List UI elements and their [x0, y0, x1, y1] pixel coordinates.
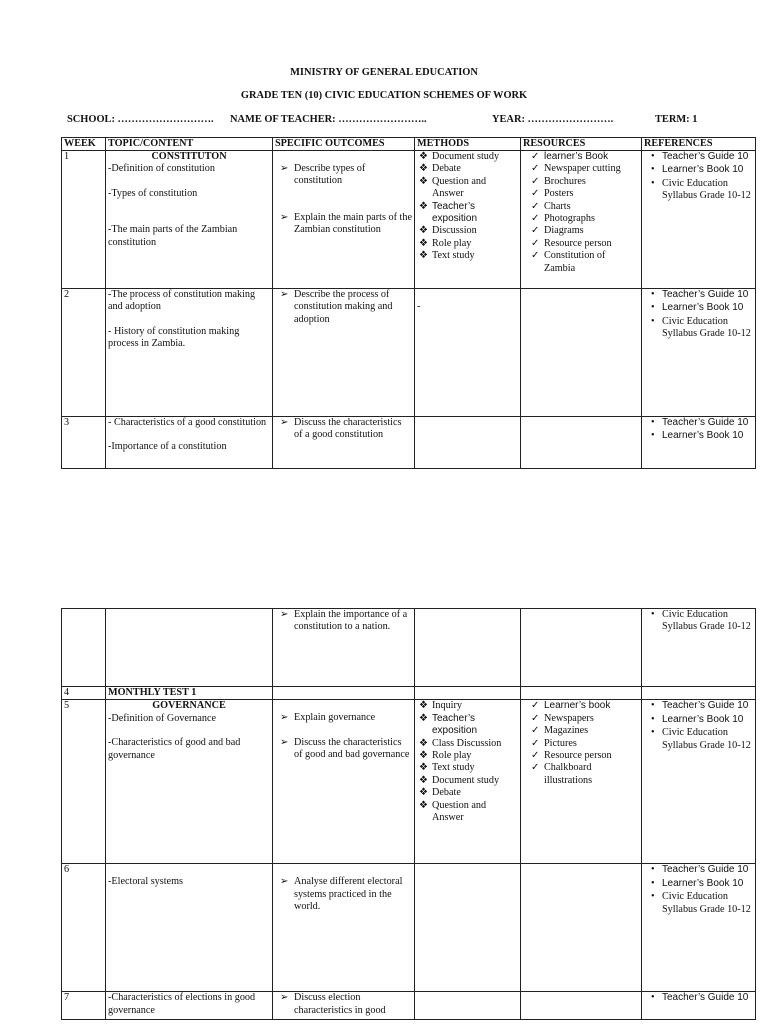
column-header: SPECIFIC OUTCOMES [273, 138, 415, 151]
topic-item: -Characteristics of good and bad governance [108, 737, 241, 761]
column-header: TOPIC/CONTENT [106, 138, 273, 151]
check-icon: ✓ [531, 163, 540, 175]
outcomes-cell [273, 609, 415, 687]
reference-item: • Learner’s Book 10 [651, 430, 744, 442]
topic-item: -Importance of a constitution [108, 441, 227, 453]
method-item: ❖ Role play [419, 750, 472, 762]
diamond-bullet-icon: ❖ [419, 762, 429, 774]
method-item: ❖ Discussion [419, 225, 477, 237]
diamond-bullet-icon: ❖ [419, 774, 429, 786]
resource-item: ✓ Photographs [531, 213, 595, 225]
topic-item: -The main parts of the Zambian constitution [108, 224, 238, 248]
reference-item: • Learner’s Book 10 [651, 877, 744, 889]
reference-item: • Civic Education Syllabus Grade 10-12 [651, 315, 751, 340]
topic-item: -Definition of Governance [108, 712, 217, 724]
method-item: ❖ Document study [419, 774, 500, 786]
outcome-item: ➢ Describe the process of constitution making and adoption [280, 289, 393, 325]
resource-item: ✓ Constitution of Zambia [531, 250, 606, 274]
references-cell [642, 289, 756, 417]
resource-item: ✓ Posters [531, 188, 574, 200]
outcome-item: ➢ Explain governance [280, 712, 376, 724]
resource-item: ✓ Pictures [531, 737, 577, 749]
outcomes-cell [273, 864, 415, 992]
week-number: 3 [62, 417, 106, 469]
resource-item: ✓ Diagrams [531, 225, 584, 237]
reference-item: • Teacher’s Guide 10 [651, 700, 749, 712]
outcome-item: ➢ Explain the importance of a constitution to a nation. [280, 609, 408, 633]
check-icon: ✓ [531, 700, 540, 712]
resource-item: ✓ Brochures [531, 175, 586, 187]
term-field: TERM: 1 [655, 114, 698, 125]
topic-cell [106, 289, 273, 417]
diamond-bullet-icon: ❖ [419, 175, 429, 187]
topic-item: -Types of constitution [108, 187, 198, 199]
arrow-bullet-icon: ➢ [280, 609, 289, 620]
diamond-bullet-icon: ❖ [419, 799, 429, 811]
reference-item: • Learner’s Book 10 [651, 713, 744, 725]
method-item: ❖ Debate [419, 163, 461, 175]
reference-item: • Teacher’s Guide 10 [651, 289, 749, 300]
methods-text: - [417, 301, 421, 312]
dot-bullet-icon: • [651, 713, 655, 725]
references-cell [642, 417, 756, 469]
check-icon: ✓ [531, 762, 540, 774]
arrow-bullet-icon: ➢ [280, 289, 289, 300]
dot-bullet-icon: • [651, 609, 655, 620]
dot-bullet-icon: • [651, 164, 655, 176]
reference-item: • Teacher’s Guide 10 [651, 151, 749, 162]
methods-cell [415, 417, 521, 469]
diamond-bullet-icon: ❖ [419, 163, 429, 175]
method-item: ❖ Question and Answer [419, 799, 487, 824]
dot-bullet-icon: • [651, 891, 655, 903]
outcome-item: ➢ Analyse different electoral systems practiced in the world. [280, 876, 403, 913]
resource-item: ✓ Charts [531, 200, 571, 212]
check-icon: ✓ [531, 175, 540, 187]
week-number: 6 [62, 864, 106, 992]
outcomes-cell [273, 417, 415, 469]
resources-cell [521, 289, 642, 417]
resource-item: ✓ Chalkboard illustrations [531, 762, 593, 786]
outcome-item: ➢ Discuss the characteristics of good and bad governance [280, 736, 410, 761]
year-field: YEAR: ……………………. [492, 114, 614, 125]
topic-heading: CONSTITUTON [151, 151, 227, 162]
check-icon: ✓ [531, 237, 540, 249]
method-item: ❖ Class Discussion [419, 737, 502, 749]
reference-item: • Civic Education Syllabus Grade 10-12 [651, 609, 751, 633]
method-item: ❖ Document study [419, 151, 500, 162]
topic-item: - Characteristics of a good constitution [108, 417, 267, 428]
resource-item: ✓ learner’s Book [531, 151, 609, 162]
check-icon: ✓ [531, 225, 540, 237]
column-header: REFERENCES [642, 138, 756, 151]
method-item: ❖ Text study [419, 250, 475, 262]
resources-cell [521, 700, 642, 864]
diamond-bullet-icon: ❖ [419, 787, 429, 799]
check-icon: ✓ [531, 250, 540, 262]
dot-bullet-icon: • [651, 727, 655, 739]
scheme-table-page-2 [61, 608, 756, 1020]
diamond-bullet-icon: ❖ [419, 151, 429, 162]
resource-item: ✓ Resource person [531, 750, 612, 762]
resources-cell [521, 151, 642, 289]
table-row [62, 700, 756, 864]
check-icon: ✓ [531, 725, 540, 737]
week-number: 1 [62, 151, 106, 289]
methods-cell [415, 289, 521, 417]
diamond-bullet-icon: ❖ [419, 737, 429, 749]
arrow-bullet-icon: ➢ [280, 163, 289, 174]
topic-item: - History of constitution making process in Zambia. [108, 325, 240, 350]
reference-item: • Civic Education Syllabus Grade 10-12 [651, 727, 751, 751]
dot-bullet-icon: • [651, 289, 655, 300]
topic-cell [106, 700, 273, 864]
diamond-bullet-icon: ❖ [419, 225, 429, 237]
arrow-bullet-icon: ➢ [280, 736, 289, 748]
method-item: ❖ Role play [419, 237, 472, 249]
column-header: METHODS [415, 138, 521, 151]
references-cell [642, 700, 756, 864]
method-item: ❖ Debate [419, 787, 461, 799]
topic-cell [106, 151, 273, 289]
reference-item: • Civic Education Syllabus Grade 10-12 [651, 891, 751, 915]
week-number: 4 [62, 687, 106, 700]
diamond-bullet-icon: ❖ [419, 750, 429, 762]
outcome-item: ➢ Explain the main parts of the Zambian constitution [280, 211, 412, 236]
outcomes-cell [273, 700, 415, 864]
check-icon: ✓ [531, 737, 540, 749]
method-item: ❖ Teacher’s exposition [419, 712, 478, 737]
arrow-bullet-icon: ➢ [280, 712, 289, 724]
column-header: WEEK [62, 138, 106, 151]
references-cell [642, 609, 756, 687]
arrow-bullet-icon: ➢ [280, 417, 289, 428]
references-cell [642, 864, 756, 992]
reference-item: • Teacher’s Guide 10 [651, 417, 749, 428]
check-icon: ✓ [531, 213, 540, 225]
topic-item: -Characteristics of elections in good governance [108, 992, 256, 1016]
topic-cell [106, 417, 273, 469]
table-row [62, 687, 756, 700]
reference-item: • Learner’s Book 10 [651, 302, 744, 314]
teacher-field: NAME OF TEACHER: …………………….. [230, 114, 427, 125]
document-title: GRADE TEN (10) CIVIC EDUCATION SCHEMES OF WORK [240, 90, 528, 101]
outcomes-cell [273, 289, 415, 417]
dot-bullet-icon: • [651, 700, 655, 712]
references-cell [642, 151, 756, 289]
methods-cell [415, 151, 521, 289]
diamond-bullet-icon: ❖ [419, 712, 429, 724]
reference-item: • Teacher’s Guide 10 [651, 864, 749, 876]
resource-item: ✓ Learner’s book [531, 700, 611, 712]
week-number: 2 [62, 289, 106, 417]
diamond-bullet-icon: ❖ [419, 200, 429, 212]
week-number: 5 [62, 700, 106, 864]
column-header: RESOURCES [521, 138, 642, 151]
resources-cell [521, 417, 642, 469]
reference-item: • Civic Education Syllabus Grade 10-12 [651, 177, 751, 202]
diamond-bullet-icon: ❖ [419, 250, 429, 262]
topic-cell [106, 992, 273, 1020]
diamond-bullet-icon: ❖ [419, 700, 429, 712]
references-cell [642, 992, 756, 1020]
resource-item: ✓ Magazines [531, 725, 589, 737]
table-row [62, 992, 756, 1020]
week-number: 7 [62, 992, 106, 1020]
dot-bullet-icon: • [651, 315, 655, 327]
ministry-title: MINISTRY OF GENERAL EDUCATION [290, 67, 478, 78]
check-icon: ✓ [531, 712, 540, 724]
outcomes-cell [273, 992, 415, 1020]
outcome-item: ➢ Describe types of constitution [280, 163, 366, 187]
table-row [62, 609, 756, 687]
table-row [62, 864, 756, 992]
dot-bullet-icon: • [651, 302, 655, 314]
dot-bullet-icon: • [651, 417, 655, 428]
topic-item: -The process of constitution making and adoption [108, 289, 256, 313]
dot-bullet-icon: • [651, 177, 655, 189]
topic-heading: MONTHLY TEST 1 [106, 687, 273, 700]
methods-cell [415, 700, 521, 864]
dot-bullet-icon: • [651, 864, 655, 876]
school-field: SCHOOL: ………………………. [67, 114, 214, 125]
table-header-row [62, 138, 756, 151]
check-icon: ✓ [531, 188, 540, 200]
outcome-item: ➢ Discuss election characteristics in good [280, 992, 386, 1016]
arrow-bullet-icon: ➢ [280, 992, 289, 1004]
topic-item: -Electoral systems [108, 876, 183, 888]
topic-cell [106, 864, 273, 992]
resource-item: ✓ Resource person [531, 237, 612, 249]
check-icon: ✓ [531, 750, 540, 762]
topic-item: -Definition of constitution [108, 163, 215, 175]
dot-bullet-icon: • [651, 992, 655, 1004]
check-icon: ✓ [531, 200, 540, 212]
topic-heading: GOVERNANCE [152, 700, 226, 712]
outcome-item: ➢ Discuss the characteristics of a good constitution [280, 417, 402, 441]
table-row [62, 289, 756, 417]
reference-item: • Teacher’s Guide 10 [651, 992, 749, 1004]
table-row [62, 151, 756, 289]
scheme-table-page-1 [61, 137, 756, 469]
method-item: ❖ Teacher’s exposition [419, 200, 478, 225]
dot-bullet-icon: • [651, 151, 655, 162]
method-item: ❖ Text study [419, 762, 475, 774]
method-item: ❖ Question and Answer [419, 175, 487, 200]
diamond-bullet-icon: ❖ [419, 237, 429, 249]
method-item: ❖ Inquiry [419, 700, 462, 712]
reference-item: • Learner’s Book 10 [651, 164, 744, 176]
arrow-bullet-icon: ➢ [280, 211, 289, 223]
dot-bullet-icon: • [651, 877, 655, 889]
outcomes-cell [273, 151, 415, 289]
resource-item: ✓ Newspaper cutting [531, 163, 621, 175]
check-icon: ✓ [531, 151, 540, 162]
table-row [62, 417, 756, 469]
dot-bullet-icon: • [651, 430, 655, 442]
resource-item: ✓ Newspapers [531, 712, 594, 724]
arrow-bullet-icon: ➢ [280, 876, 289, 888]
